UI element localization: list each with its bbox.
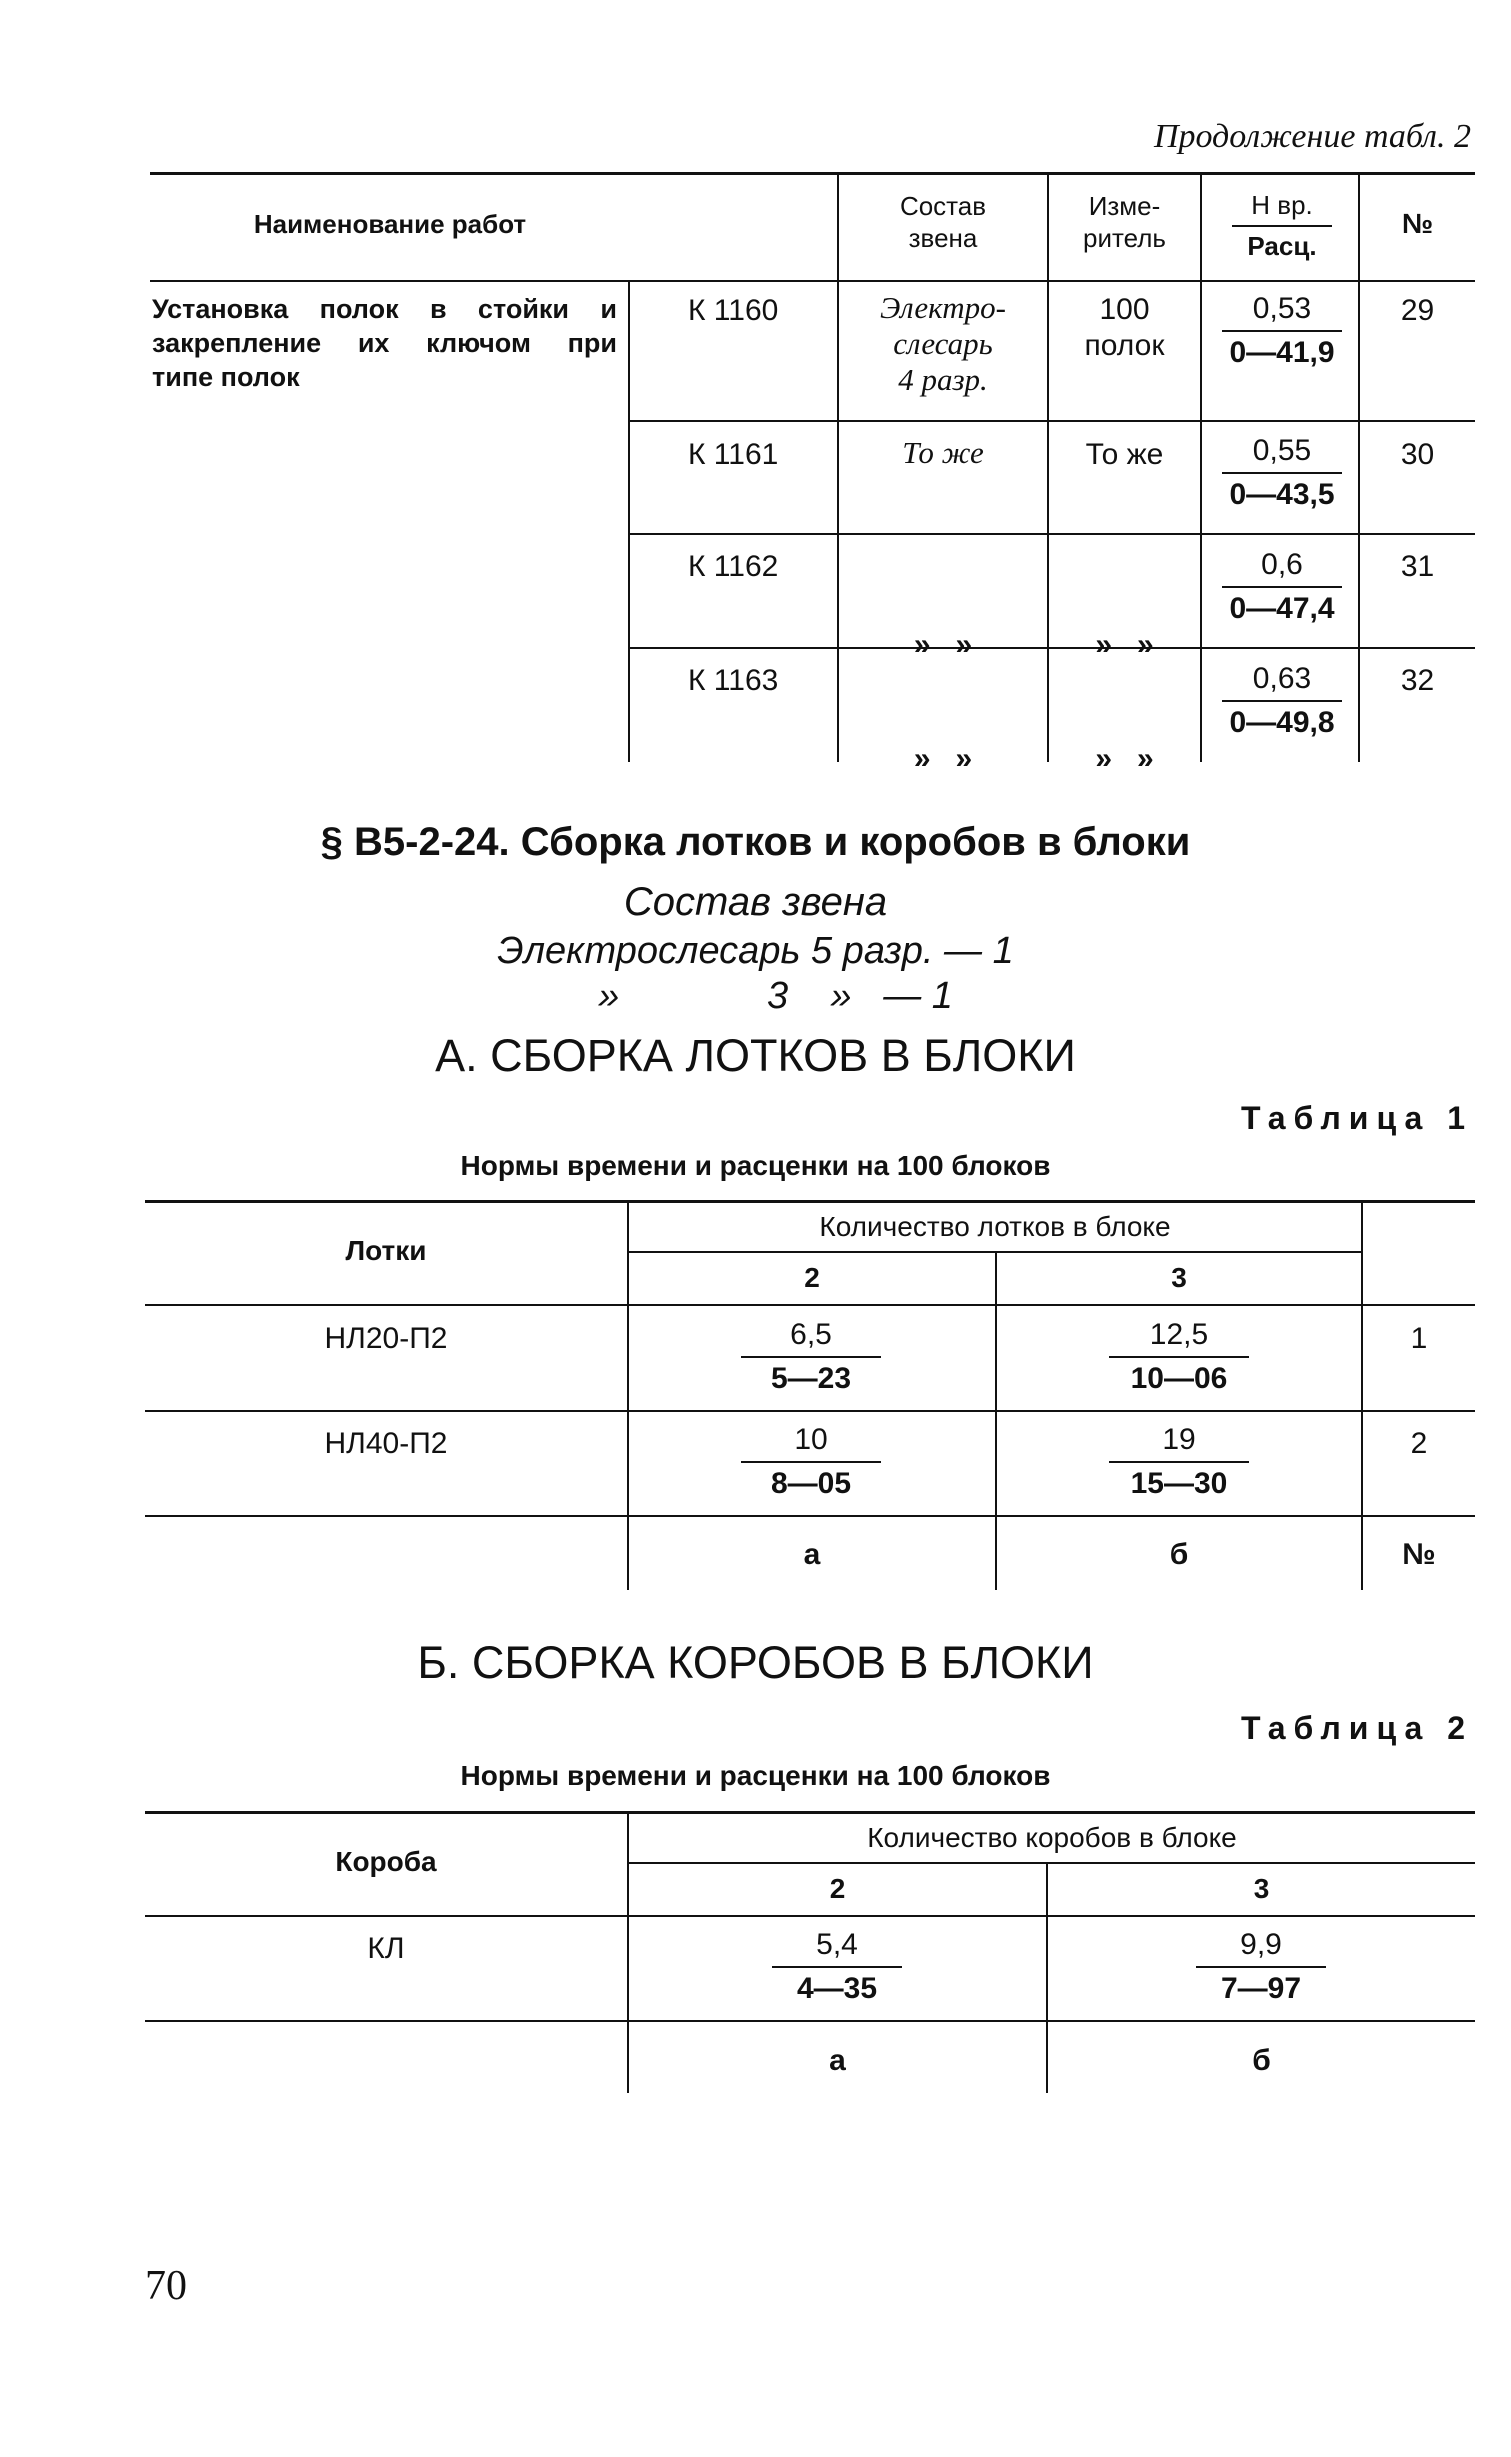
footer-number: № bbox=[1402, 1538, 1436, 1571]
cell-value: $\frac{10}{8—05}$ bbox=[741, 1423, 881, 1501]
crew-line-2: » 3 » — 1 bbox=[598, 975, 953, 1017]
row-crew: То же bbox=[902, 435, 984, 470]
header-norm-rate: Н вр. Расц. bbox=[1232, 190, 1332, 262]
cell-value: $\frac{9,9}{7—97}$ bbox=[1196, 1928, 1326, 2006]
row-code: К 1163 bbox=[688, 664, 779, 697]
cell-value: $\frac{5,4}{4—35}$ bbox=[772, 1928, 902, 2006]
row-header: Лотки bbox=[345, 1235, 427, 1266]
row-crew: Электро- слесарь 4 разр. bbox=[880, 290, 1006, 397]
continuation-label: Продолжение табл. 2 bbox=[1153, 118, 1471, 155]
header-work-name: Наименование работ bbox=[253, 209, 527, 239]
row-crew: » » bbox=[913, 742, 973, 775]
part-a-heading: А. СБОРКА ЛОТКОВ В БЛОКИ bbox=[435, 1030, 1076, 1081]
section-title: § В5-2-24. Сборка лотков и коробов в блоки bbox=[320, 820, 1191, 864]
row-unit: » » bbox=[1095, 628, 1154, 661]
row-norm-rate: $\frac{0,6}{0—47,4}$ bbox=[1222, 548, 1342, 626]
footer-col-a: а bbox=[829, 2044, 846, 2077]
row-header: Короба bbox=[335, 1846, 437, 1877]
row-number: 1 bbox=[1410, 1322, 1428, 1355]
row-unit: 100 полок bbox=[1084, 293, 1165, 362]
row-name: КЛ bbox=[367, 1932, 405, 1965]
table-2-label: Таблица 2 bbox=[1240, 1710, 1473, 1746]
col-header-3: 3 bbox=[1171, 1262, 1187, 1293]
row-code: К 1161 bbox=[688, 438, 779, 471]
row-code: К 1160 bbox=[688, 294, 779, 327]
group-header: Количество лотков в блоке bbox=[819, 1211, 1171, 1242]
footer-col-b: б bbox=[1252, 2044, 1271, 2077]
row-crew: » » bbox=[913, 628, 973, 661]
row-norm-rate: $\frac{0,53}{0—41,9}$ bbox=[1222, 292, 1342, 370]
page-number: 70 bbox=[145, 2263, 187, 2309]
row-number: 29 bbox=[1400, 294, 1435, 327]
work-description: Установка полок в стойки и закрепление их ключом при типе полок bbox=[152, 294, 617, 392]
row-code: К 1162 bbox=[688, 550, 779, 583]
part-b-heading: Б. СБОРКА КОРОБОВ В БЛОКИ bbox=[417, 1637, 1094, 1688]
footer-col-a: а bbox=[803, 1538, 821, 1571]
row-norm-rate: $\frac{0,55}{0—43,5}$ bbox=[1222, 434, 1342, 512]
group-header: Количество коробов в блоке bbox=[867, 1822, 1237, 1853]
header-crew: Состав звена bbox=[899, 191, 987, 253]
row-number: 2 bbox=[1410, 1427, 1428, 1460]
row-number: 31 bbox=[1400, 550, 1435, 583]
row-unit: » » bbox=[1095, 742, 1154, 775]
cell-value: $\frac{19}{15—30}$ bbox=[1109, 1423, 1249, 1501]
row-name: НЛ40-П2 bbox=[324, 1427, 448, 1460]
table-1-label: Таблица 1 bbox=[1240, 1100, 1473, 1136]
table-2-caption: Нормы времени и расценки на 100 блоков bbox=[460, 1760, 1051, 1791]
footer-col-b: б bbox=[1169, 1538, 1189, 1571]
row-number: 30 bbox=[1400, 438, 1435, 471]
header-unit: Изме- ритель bbox=[1083, 191, 1166, 253]
header-number: № bbox=[1401, 208, 1434, 239]
row-name: НЛ20-П2 bbox=[324, 1322, 448, 1355]
row-unit: То же bbox=[1085, 438, 1164, 471]
table-1-caption: Нормы времени и расценки на 100 блоков bbox=[460, 1150, 1051, 1181]
row-number: 32 bbox=[1400, 664, 1435, 697]
cell-value: $\frac{12,5}{10—06}$ bbox=[1109, 1318, 1249, 1396]
col-header-2: 2 bbox=[804, 1262, 820, 1293]
crew-line-1: Электрослесарь 5 разр. — 1 bbox=[497, 930, 1014, 972]
cell-value: $\frac{6,5}{5—23}$ bbox=[741, 1318, 881, 1396]
row-norm-rate: $\frac{0,63}{0—49,8}$ bbox=[1222, 662, 1342, 740]
col-header-2: 2 bbox=[829, 1873, 846, 1904]
crew-title: Состав звена bbox=[623, 880, 888, 924]
col-header-3: 3 bbox=[1253, 1873, 1270, 1904]
